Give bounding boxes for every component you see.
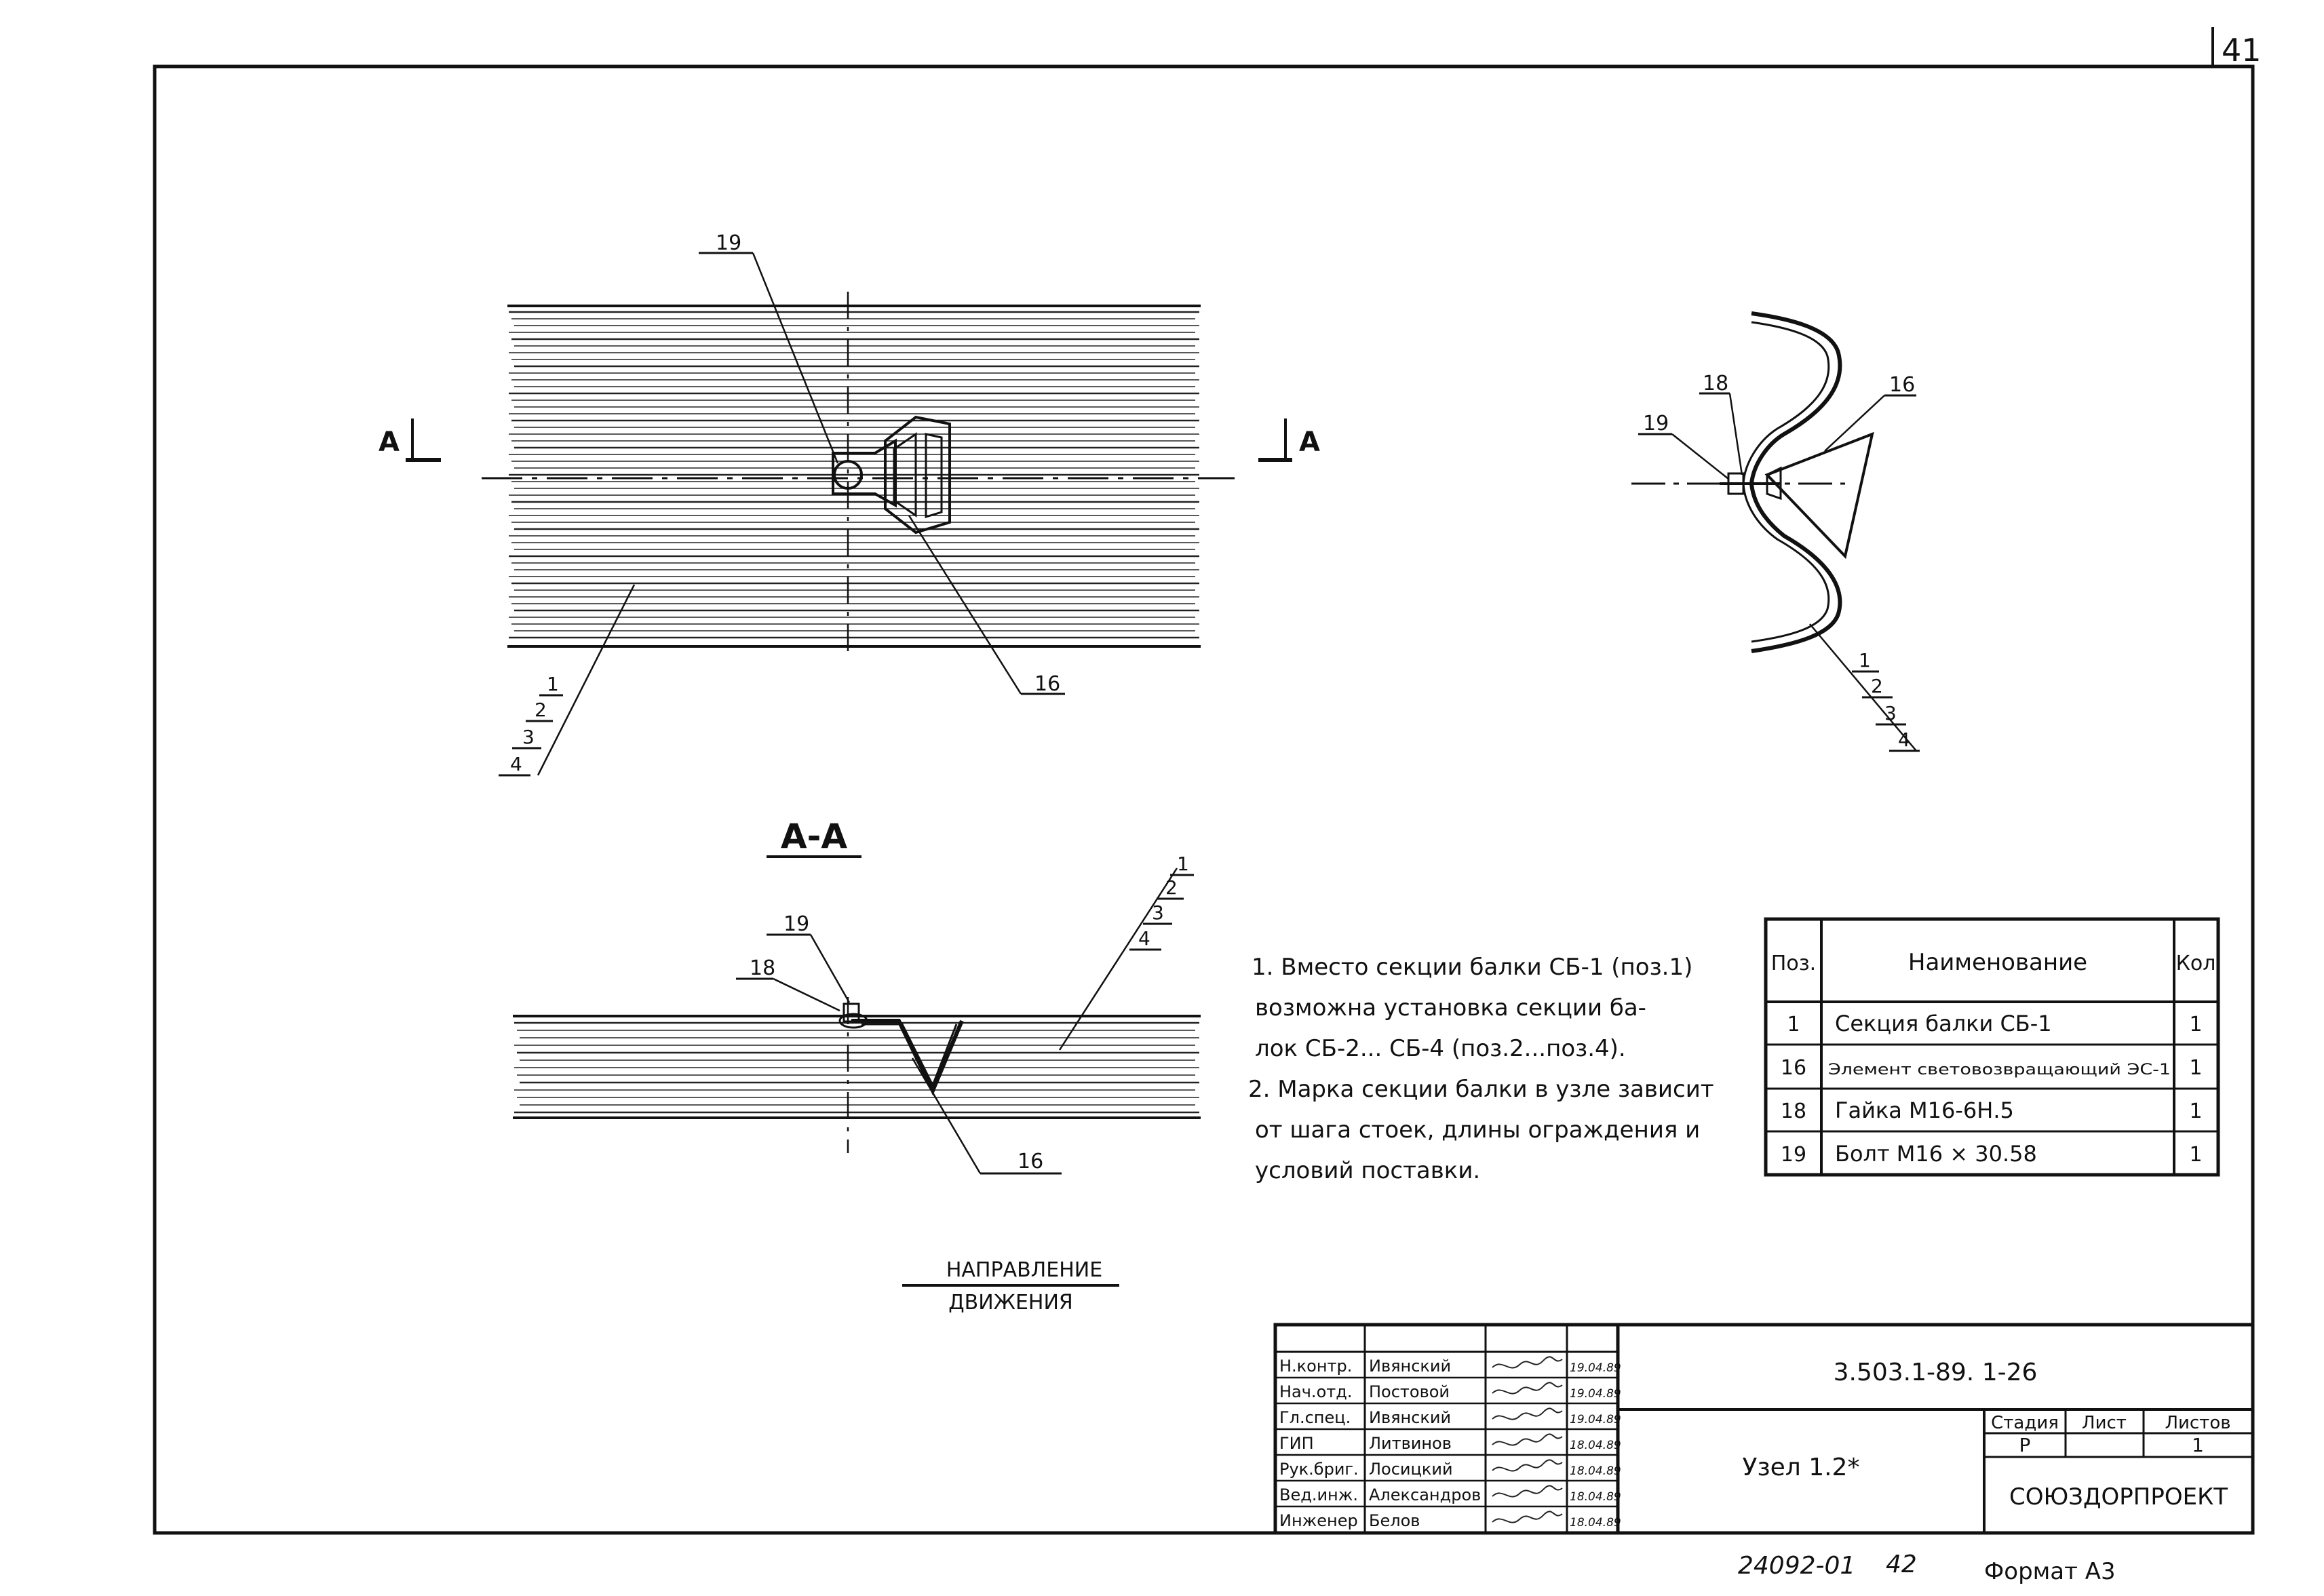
sheet-header: Лист [2082,1413,2127,1433]
page-number: 41 [2222,32,2262,69]
side-leader-19 [1672,434,1728,479]
spec-header-pos: Поз. [1770,952,1817,975]
spec-row-1-qty: 1 [2189,1013,2203,1036]
signature-name: Литвинов [1369,1434,1452,1453]
note-line-2: возможна установка секции ба- [1255,994,1646,1021]
section-layer-label-4: 4 [1138,927,1150,950]
section-reflector-v-inner [861,1024,956,1085]
sheets-header: Листов [2165,1413,2231,1433]
signature-scribble [1492,1485,1562,1496]
title-block [1275,1325,2253,1533]
section-view [513,817,1201,1173]
signature-date: 18.04.89 [1570,1490,1621,1504]
section-layer-label-1: 1 [1177,853,1189,875]
plan-layer-label-3: 3 [522,726,535,748]
spec-row-4-pos: 19 [1780,1143,1807,1167]
signature-scribble [1492,1460,1562,1471]
side-label-16: 16 [1889,373,1916,397]
plan-layer-label-1: 1 [547,673,559,695]
spec-row-4-qty: 1 [2189,1143,2203,1167]
direction-label-line-1: НАПРАВЛЕНИЕ [946,1258,1103,1282]
section-mark-left: А [379,427,400,458]
note-line-5: от шага стоек, длины ограждения и [1255,1116,1701,1144]
plan-leader-19 [753,253,838,463]
section-layer-label-3: 3 [1152,901,1164,924]
plan-layer-label-2: 2 [535,699,547,721]
side-beam-profile-inner [1743,322,1829,642]
side-view [1631,313,1920,751]
section-label-16: 16 [1018,1150,1044,1173]
signature-role: Рук.бриг. [1279,1460,1359,1479]
drawing-title: Узел 1.2* [1742,1454,1860,1481]
signature-scribble [1492,1357,1562,1367]
signature-name: Александров [1369,1485,1481,1504]
signature-date: 18.04.89 [1570,1516,1621,1530]
plan-view [379,231,1320,775]
spec-row-3-pos: 18 [1780,1099,1807,1123]
spec-header-name: Наименование [1907,949,2088,976]
section-label-18: 18 [750,956,776,980]
section-beam-hatching [514,1023,1199,1112]
side-label-18: 18 [1703,372,1729,395]
signature-name: Постовой [1369,1382,1450,1401]
document-code: 3.503.1-89. 1-26 [1833,1359,2038,1386]
inventory-page: 42 [1886,1551,1917,1578]
side-layer-label-4: 4 [1898,728,1910,751]
signature-role: Вед.инж. [1279,1485,1358,1504]
section-title: А-А [780,817,848,856]
plan-layer-label-4: 4 [510,753,522,775]
side-leader-18 [1730,393,1742,475]
spec-row-1-pos: 1 [1787,1013,1800,1036]
signature-name: Лосицкий [1369,1460,1453,1479]
side-label-19: 19 [1643,412,1669,435]
signature-date: 19.04.89 [1570,1387,1621,1401]
signature-rows [1279,1357,1621,1530]
spec-row-3-qty: 1 [2189,1099,2203,1123]
specification-table [1766,919,2218,1175]
note-line-3: лок СБ-2... СБ-4 (поз.2...поз.4). [1255,1035,1626,1062]
stage-header: Стадия [1991,1413,2059,1433]
sheets-value: 1 [2192,1434,2204,1456]
direction-label [902,1258,1119,1315]
plan-beam-hatching [509,312,1199,638]
spec-row-2-qty: 1 [2189,1056,2203,1080]
side-leader-16 [1825,395,1884,451]
signature-date: 18.04.89 [1570,1464,1621,1478]
format-label: Формат А3 [1984,1558,2116,1585]
plan-label-16: 16 [1034,672,1061,696]
signature-role: Инженер [1279,1511,1358,1530]
side-reflector-element [1767,434,1872,556]
spec-row-2-name: Элемент световозвращающий ЭС-1 [1828,1062,2171,1078]
notes-block [1248,954,1714,1184]
spec-row-2-pos: 16 [1780,1056,1807,1080]
section-label-19: 19 [783,912,810,936]
signature-date: 18.04.89 [1570,1439,1621,1452]
signature-scribble [1492,1382,1562,1393]
note-line-4: 2. Марка секции балки в узле зависит [1248,1076,1714,1103]
signature-role: Нач.отд. [1279,1382,1353,1401]
signature-name: Белов [1369,1511,1420,1530]
side-layer-label-2: 2 [1871,675,1883,697]
direction-label-line-2: ДВИЖЕНИЯ [948,1291,1073,1315]
signature-scribble [1492,1408,1562,1419]
inventory-number: 24092-01 [1738,1552,1856,1580]
section-layer-label-2: 2 [1165,876,1178,899]
signature-name: Ивянский [1369,1357,1452,1376]
organization: СОЮЗДОРПРОЕКТ [2009,1483,2228,1511]
drawing-frame [155,66,2253,1533]
signature-scribble [1492,1434,1562,1445]
note-line-1: 1. Вместо секции балки СБ-1 (поз.1) [1252,954,1693,981]
signature-name: Ивянский [1369,1408,1452,1427]
signature-role: Гл.спец. [1279,1408,1351,1427]
plan-label-19: 19 [716,231,742,255]
signature-role: Н.контр. [1279,1357,1353,1376]
section-leader-18 [773,979,840,1011]
spec-header-qty: Кол [2175,952,2216,975]
spec-row-1-name: Секция балки СБ-1 [1835,1011,2052,1036]
stage-value: Р [2019,1434,2031,1456]
side-layer-label-3: 3 [1884,702,1897,724]
spec-row-3-name: Гайка М16-6Н.5 [1835,1097,2014,1123]
note-line-6: условий поставки. [1255,1157,1481,1184]
section-mark-right: А [1299,427,1320,458]
signature-date: 19.04.89 [1570,1361,1621,1375]
side-layer-label-1: 1 [1859,649,1871,672]
signature-date: 19.04.89 [1570,1413,1621,1426]
signature-role: ГИП [1279,1434,1314,1453]
spec-row-4-name: Болт М16 × 30.58 [1835,1141,2037,1167]
section-leader-19 [811,935,849,1003]
signature-scribble [1492,1511,1562,1522]
